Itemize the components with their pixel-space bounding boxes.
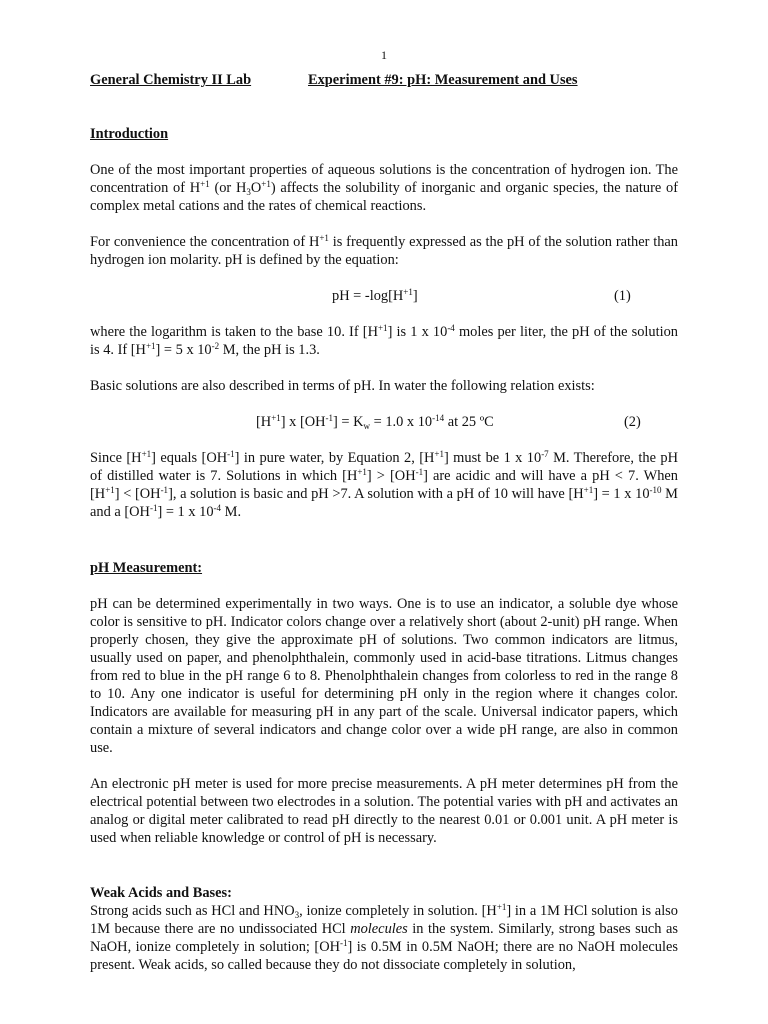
ph-measurement-paragraph-2: An electronic pH meter is used for more precise measurements. A pH meter determines pH from the electrical potential between two electrodes in a solution. The potential varies with pH and activates an analog or digital meter calibrated to read pH directly to the nearest 0.01 or 0.001 unit. A pH meter is used when reliable knowledge or control of pH is necessary.: [90, 776, 678, 846]
equation-2: [90, 413, 678, 431]
equation-1-number: (1): [614, 288, 631, 304]
equation-1-expression: pH = $-\log[H^{+1}]$: [332, 287, 418, 304]
intro-paragraph-1: One of the most important properties of aqueous solutions is the concentration of hydrogen ion. The concentration of $H^{+1}$ (or $H_3O^{+1}$) affects the solubility of inorganic and organic species, the nature of complex metal cations and the rates of chemical reactions.: [90, 162, 679, 214]
ph-measurement-heading: pH Measurement:: [90, 560, 203, 576]
intro-paragraph-4: Basic solutions are also described in terms of pH. In water the following relation exists:: [90, 378, 595, 394]
equation-2-expression: $[H^{+1}]$ x $[OH^{-1}] = K_w = 1.0$ x $10^{-14}$ at 25 ºC: [256, 413, 494, 431]
ph-measurement-paragraph-1: pH can be determined experimentally in two ways. One is to use an indicator, a soluble dye whose color is sensitive to pH. Indicator colors change over a relatively short (about 2-unit) pH range. When properly chosen, they give the approximate pH of solutions. Two common indicators are litmus, usually used on paper, and phenolphthalein, commonly used in acid-base titrations. Litmus changes from red to blue in the pH range 6 to 8. Phenolphthalein changes from colorless to red in the range 8 to 10. Any one indicator is useful for determining pH only in the region where it changes color. Indicators are available for measuring pH in any part of the scale. Universal indicator papers, which contain a mixture of several indicators and change color over a wide pH range, are also in common use.: [90, 596, 678, 756]
weak-acids-heading: Weak Acids and Bases:: [90, 885, 232, 901]
course-title: General Chemistry II Lab: [90, 72, 252, 88]
weak-acids-paragraph-1: Strong acids such as HCl and $HNO_3$, ionize completely in solution. $[H^{+1}]$ in a 1M HCl solution is also 1M because there are no undissociated HCl molecules in the system. Similarly, strong bases such as NaOH, ionize completely in solution; $[OH^{-1}]$ is 0.5M in 0.5M NaOH; there are no NaOH molecules present. Weak acids, so called because they do not dissociate completely in solution,: [90, 902, 678, 973]
introduction-heading: Introduction: [90, 126, 169, 142]
experiment-title: Experiment #9: pH: Measurement and Uses: [308, 72, 578, 88]
equation-2-number: (2): [624, 414, 641, 430]
intro-paragraph-5: Since $[H^{+1}]$ equals $[OH^{-1}]$ in pure water, by Equation 2, $[H^{+1}]$ must be 1 x $10^{-7}$ M. Therefore, the pH of distilled water is 7. Solutions in which $[H^{+1}] > [OH^{-1}]$ are acidic and will have a pH < 7. When $[H^{+1}] < [OH^{-1}]$, a solution is basic and pH >7. A solution with a pH of 10 will have $[H^{+1}] = 1$ x $10^{-10}$ M and a $[OH^{-1}] = 1$ x $10^{-4}$ M.: [90, 449, 678, 520]
page-number: 1: [381, 48, 387, 62]
intro-paragraph-3: where the logarithm is taken to the base 10. If $[H^{+1}]$ is 1 x $10^{-4}$ moles per liter, the pH of the solution is 4. If $[H^{+1}] = 5$ x $10^{-2}$ M, the pH is 1.3.: [90, 323, 679, 358]
intro-paragraph-2: For convenience the concentration of $H^{+1}$ is frequently expressed as the pH of the solution rather than hydrogen ion molarity. pH is defined by the equation:: [90, 233, 678, 268]
equation-1: [90, 287, 678, 305]
